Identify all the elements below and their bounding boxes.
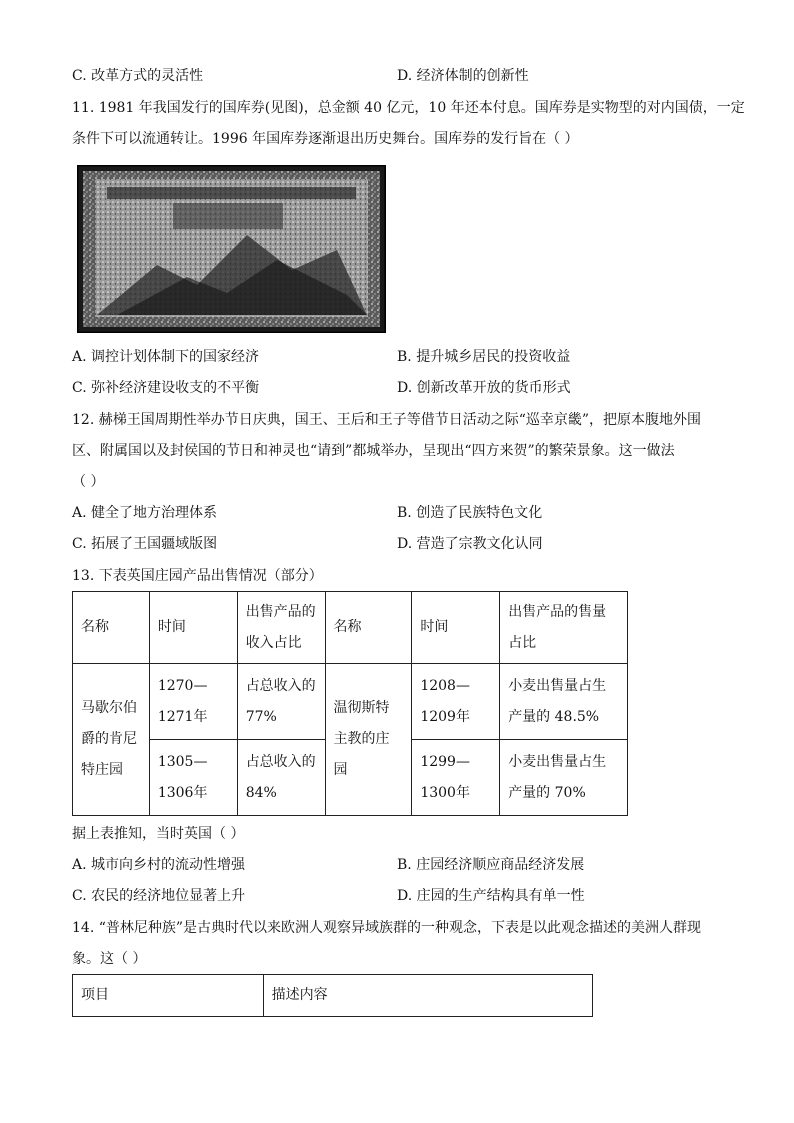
q11-option-b: B. 提升城乡居民的投资收益 [397, 349, 571, 365]
table-header-cell: 描述内容 [263, 975, 592, 1017]
table-header-cell: 时间 [412, 592, 500, 664]
table-cell: 小麦出售量占生产量的 48.5% [500, 664, 628, 740]
q13-option-c: C. 农民的经济地位显著上升 [72, 888, 246, 904]
q14-stem-line2: 象。这（ ） [72, 951, 147, 967]
table-cell: 1270—1271年 [149, 664, 237, 740]
table-header-cell: 时间 [149, 592, 237, 664]
q11-option-d: D. 创新改革开放的货币形式 [397, 380, 571, 396]
q10-option-d: D. 经济体制的创新性 [397, 68, 529, 84]
treasury-bond-image [77, 165, 386, 333]
q13-table-header-row [73, 592, 628, 664]
q12-stem-line3: （ ） [72, 474, 105, 490]
q14-table [72, 974, 593, 1017]
q11-option-a: A. 调控计划体制下的国家经济 [72, 349, 260, 365]
q12-stem-line2: 区、附属国以及封侯国的节日和神灵也“请到”都城举办，呈现出“四方来贺”的繁荣景象。这一做法 [72, 443, 675, 459]
table-cell: 占总收入的77% [237, 664, 325, 740]
q14-table-header-row [73, 975, 593, 1017]
q12-option-a: A. 健全了地方治理体系 [72, 505, 218, 521]
q12-option-b: B. 创造了民族特色文化 [397, 505, 543, 521]
q12-stem-line1: 12. 赫梯王国周期性举办节日庆典，国王、王后和王子等借节日活动之际“巡幸京畿”，把原本腹地外围 [72, 412, 702, 428]
table-row [73, 664, 628, 740]
q12-option-c: C. 拓展了王国疆域版图 [72, 536, 218, 552]
q12-option-d: D. 营造了宗教文化认同 [397, 536, 543, 552]
left-estate-name: 马歇尔伯爵的肯尼特庄园 [73, 664, 150, 816]
q13-option-d: D. 庄园的生产结构具有单一性 [397, 888, 585, 904]
table-cell: 1305—1306年 [149, 740, 237, 816]
q11-stem-line2: 条件下可以流通转让。1996 年国库券逐渐退出历史舞台。国库券的发行旨在（ ） [72, 131, 579, 147]
q13-option-a: A. 城市向乡村的流动性增强 [72, 857, 246, 873]
q13-followup: 据上表推知，当时英国（ ） [72, 826, 245, 842]
q13-stem: 13. 下表英国庄园产品出售情况（部分） [72, 568, 323, 584]
table-cell: 1208—1209年 [412, 664, 500, 740]
table-header-cell: 出售产品的售量占比 [500, 592, 628, 664]
q11-stem-line1: 11. 1981 年我国发行的国库券(见图)，总金额 40 亿元，10 年还本付息。国库券是实物型的对内国债，一定 [72, 100, 745, 116]
right-estate-name: 温彻斯特主教的庄园 [325, 664, 412, 816]
q13-table [72, 591, 628, 816]
q13-option-b: B. 庄园经济顺应商品经济发展 [397, 857, 585, 873]
table-header-cell: 出售产品的收入占比 [237, 592, 325, 664]
table-header-cell: 名称 [73, 592, 150, 664]
table-cell: 占总收入的84% [237, 740, 325, 816]
table-cell: 1299—1300年 [412, 740, 500, 816]
q10-option-c: C. 改革方式的灵活性 [72, 68, 204, 84]
q14-stem-line1: 14. “普林尼种族”是古典时代以来欧洲人观察异域族群的一种观念，下表是以此观念描述的美洲人群现 [72, 920, 702, 936]
q11-option-c: C. 弥补经济建设收支的不平衡 [72, 380, 260, 396]
table-header-cell: 项目 [73, 975, 264, 1017]
table-cell: 小麦出售量占生产量的 70% [500, 740, 628, 816]
table-header-cell: 名称 [325, 592, 412, 664]
